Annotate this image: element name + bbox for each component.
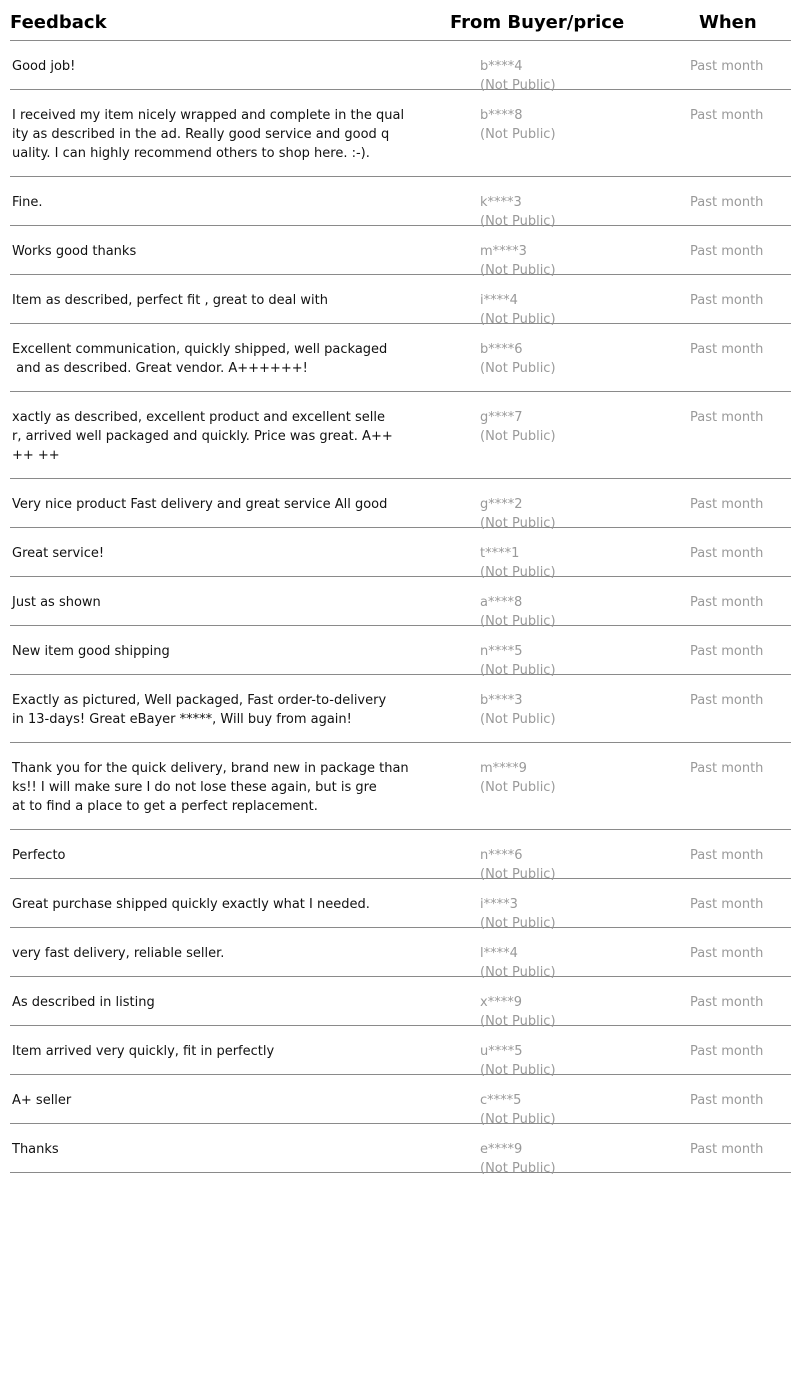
price-note: (Not Public): [480, 78, 556, 93]
when-text: Past month: [690, 293, 764, 308]
table-row: [10, 90, 791, 177]
when-text: Past month: [690, 995, 764, 1010]
feedback-table: [10, 0, 791, 1176]
buyer-id: b****3: [480, 693, 523, 708]
table-row: [10, 577, 791, 629]
buyer-id: k****3: [480, 195, 522, 210]
when-text: Past month: [690, 761, 764, 776]
price-note: (Not Public): [480, 565, 556, 580]
price-note: (Not Public): [480, 214, 556, 229]
table-row: [10, 275, 791, 327]
buyer-cell: [480, 1140, 556, 1178]
table-row: [10, 392, 791, 479]
feedback-text: Item as described, perfect fit , great to deal with: [12, 293, 328, 308]
feedback-text: Very nice product Fast delivery and great service All good: [12, 497, 388, 512]
when-text: Past month: [690, 595, 764, 610]
buyer-id: c****5: [480, 1093, 522, 1108]
feedback-text: I received my item nicely wrapped and complete in the qual ity as described in the ad. Really good service and good q uality. I can highly recommend others to shop here. :-).: [12, 108, 405, 161]
header-buyer-price: From Buyer/price: [450, 12, 625, 33]
feedback-text: Thanks: [12, 1142, 59, 1157]
when-text: Past month: [690, 946, 764, 961]
feedback-text: As described in listing: [12, 995, 155, 1010]
when-text: Past month: [690, 848, 764, 863]
buyer-id: b****8: [480, 108, 523, 123]
table-row: [10, 177, 791, 229]
when-text: Past month: [690, 546, 764, 561]
price-note: (Not Public): [480, 965, 556, 980]
when-text: Past month: [690, 644, 764, 659]
feedback-text: Item arrived very quickly, fit in perfectly: [12, 1044, 275, 1059]
when-text: Past month: [690, 497, 764, 512]
table-row: [10, 830, 791, 882]
feedback-text: Excellent communication, quickly shipped, well packaged and as described. Great vendor. A++++++!: [12, 342, 388, 376]
feedback-text: Fine.: [12, 195, 43, 210]
price-note: (Not Public): [480, 1112, 556, 1127]
price-note: (Not Public): [480, 361, 556, 376]
price-note: (Not Public): [480, 127, 556, 142]
header-when: When: [699, 12, 757, 33]
table-row: [10, 1026, 791, 1078]
buyer-id: u****5: [480, 1044, 523, 1059]
feedback-text: Great service!: [12, 546, 105, 561]
feedback-text: Good job!: [12, 59, 76, 74]
feedback-text: Exactly as pictured, Well packaged, Fast order-to-delivery in 13-days! Great eBayer *****, Will buy from again!: [12, 693, 387, 727]
when-text: Past month: [690, 244, 764, 259]
when-text: Past month: [690, 108, 764, 123]
when-text: Past month: [690, 1093, 764, 1108]
buyer-id: b****6: [480, 342, 523, 357]
feedback-text: New item good shipping: [12, 644, 170, 659]
price-note: (Not Public): [480, 312, 556, 327]
price-note: (Not Public): [480, 516, 556, 531]
table-row: [10, 743, 791, 830]
buyer-cell: [480, 106, 556, 144]
buyer-cell: [480, 759, 556, 797]
feedback-text: Works good thanks: [12, 244, 137, 259]
table-row: [10, 324, 791, 392]
price-note: (Not Public): [480, 780, 556, 795]
table-row: [10, 977, 791, 1029]
price-note: (Not Public): [480, 263, 556, 278]
when-text: Past month: [690, 897, 764, 912]
buyer-cell: [480, 408, 556, 446]
when-text: Past month: [690, 342, 764, 357]
price-note: (Not Public): [480, 663, 556, 678]
when-text: Past month: [690, 59, 764, 74]
price-note: (Not Public): [480, 916, 556, 931]
table-row: [10, 41, 791, 93]
feedback-text: very fast delivery, reliable seller.: [12, 946, 225, 961]
price-note: (Not Public): [480, 429, 556, 444]
table-row: [10, 1075, 791, 1127]
price-note: (Not Public): [480, 1063, 556, 1078]
buyer-id: i****4: [480, 293, 518, 308]
buyer-id: a****8: [480, 595, 523, 610]
buyer-cell: [480, 340, 556, 378]
price-note: (Not Public): [480, 712, 556, 727]
when-text: Past month: [690, 410, 764, 425]
when-text: Past month: [690, 1044, 764, 1059]
table-header: [10, 0, 791, 41]
buyer-id: b****4: [480, 59, 523, 74]
when-text: Past month: [690, 693, 764, 708]
buyer-id: x****9: [480, 995, 522, 1010]
feedback-text: Thank you for the quick delivery, brand new in package than ks!! I will make sure I do not lose these again, but is gre at to find a place to get a perfect replacement.: [12, 761, 409, 814]
table-row: [10, 1124, 791, 1176]
buyer-cell: [480, 691, 556, 729]
price-note: (Not Public): [480, 614, 556, 629]
table-row: [10, 479, 791, 531]
table-row: [10, 675, 791, 743]
price-note: (Not Public): [480, 867, 556, 882]
table-row: [10, 528, 791, 580]
header-feedback: Feedback: [10, 12, 107, 33]
buyer-id: n****6: [480, 848, 523, 863]
buyer-id: g****7: [480, 410, 523, 425]
table-row: [10, 879, 791, 931]
buyer-id: m****9: [480, 761, 527, 776]
when-text: Past month: [690, 195, 764, 210]
buyer-id: t****1: [480, 546, 520, 561]
feedback-text: Perfecto: [12, 848, 66, 863]
table-row: [10, 626, 791, 678]
price-note: (Not Public): [480, 1014, 556, 1029]
buyer-id: m****3: [480, 244, 527, 259]
when-text: Past month: [690, 1142, 764, 1157]
table-row: [10, 226, 791, 278]
buyer-id: l****4: [480, 946, 518, 961]
buyer-id: g****2: [480, 497, 523, 512]
feedback-text: Great purchase shipped quickly exactly what I needed.: [12, 897, 370, 912]
buyer-id: i****3: [480, 897, 518, 912]
feedback-text: A+ seller: [12, 1093, 72, 1108]
feedback-text: Just as shown: [12, 595, 101, 610]
buyer-id: n****5: [480, 644, 523, 659]
table-row: [10, 928, 791, 980]
feedback-text: xactly as described, excellent product and excellent selle r, arrived well packaged and quickly. Price was great. A++ ++ ++: [12, 410, 393, 463]
buyer-id: e****9: [480, 1142, 523, 1157]
price-note: (Not Public): [480, 1161, 556, 1176]
